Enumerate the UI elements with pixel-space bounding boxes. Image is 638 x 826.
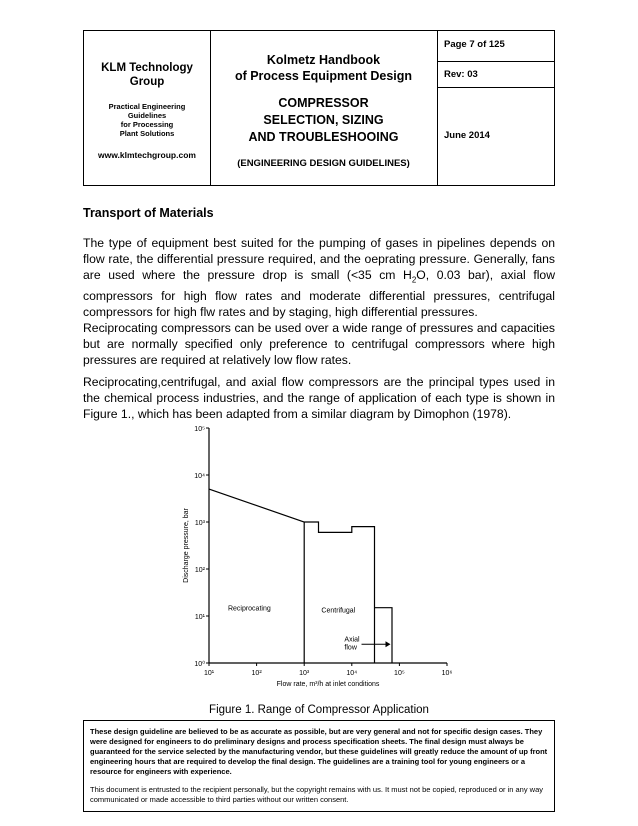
x-tick-label: 10⁴ [346,670,358,677]
page-number: Page 7 of 125 [444,39,505,50]
footer-disclaimer-box [83,720,555,812]
guideline-label: (ENGINEERING DESIGN GUIDELINES) [237,158,410,169]
y-axis-label: Discharge pressure, bar [183,508,190,583]
paragraph-2: Reciprocating compressors can be used over a wide range of pressures and capacities but are normally specified only preference to centrifugal compressors where high pressures are required at relatively low flow rates. [83,321,555,367]
y-tick-label: 10⁰ [194,661,205,668]
label-reciprocating: Reciprocating [227,605,271,613]
label-axial-line1: Axial [344,636,360,644]
paragraph-1-text-a: The type of equipment best suited for the pumping of gases in pipelines depends on flow rate, the differential pressure required, and the oeprating pressure. Generally, fans are used where the pressure drop is small (<35 cm H [83,236,555,282]
topic-line3: AND TROUBLESHOOING [248,130,399,144]
paragraph-1-subscript: 2 [411,275,417,285]
y-tick-label: 10² [194,567,205,574]
series-line-axial-flow [375,608,393,663]
org-tagline-4: Plant Solutions [119,129,175,138]
label-axial-line2: flow [344,644,357,652]
x-tick-label: 10⁶ [441,670,453,677]
org-tagline-2: Guidelines [127,111,167,120]
y-tick-label: 10⁵ [194,426,205,433]
series-line-reciprocating [209,489,304,663]
issue-date: June 2014 [444,130,490,141]
org-tagline-1: Practical Engineering [108,102,186,111]
org-name-line1: KLM Technology [101,62,193,74]
header-rule-2 [437,87,554,88]
org-url: www.klmtechgroup.com [98,150,196,160]
topic-line2: SELECTION, SIZING [263,113,384,127]
org-tagline-3: for Processing [120,120,174,129]
paragraph-1-text-b: O, 0.03 bar), axial flow compressors for high flow rates and moderate differential pressures, centrifugal compressors for high flw rates and by staging, high differential pressures. [83,268,555,320]
label-centrifugal: Centrifugal [321,607,356,615]
handbook-title-line1: Kolmetz Handbook [266,53,381,67]
axial-arrow-head [385,641,390,647]
y-tick-label: 10¹ [194,614,205,621]
figure-caption: Figure 1. Range of Compressor Application [209,704,429,716]
x-tick-label: 10² [251,670,262,677]
y-tick-label: 10⁴ [194,473,205,480]
paragraph-1 [83,235,555,320]
x-axis-label: Flow rate, m³/h at inlet conditions [276,681,380,688]
header-table [83,30,555,186]
section-title: Transport of Materials [83,206,214,220]
header-rule-1 [437,61,554,62]
series-line-centrifugal [304,522,374,663]
footer-disclaimer: These design guideline are believed to be as accurate as possible, but are very general and not for specific design cases. They were designed for engineers to do preliminary designs and process specification sheets. The final design must always be guaranteed for the service selected by the manufacturing vendor, but these guidelines will greatly reduce the amount of up front engineering hours that are required to develop the final design. The guidelines are a training tool for young engineers or a resource for engineers with experience. [90,727,548,776]
handbook-title-line2: of Process Equipment Design [234,69,413,83]
x-tick-label: 10⁵ [394,670,405,677]
compressor-range-chart [170,420,470,696]
header-divider-right [437,31,438,185]
paragraph-3: Reciprocating,centrifugal, and axial flow compressors are the principal types used in the chemical process industries, and the range of application of each type is shown in Figure 1., which has been adapted from a similar diagram by Dimophon (1978). [83,375,555,421]
footer-copyright: This document is entrusted to the recipient personally, but the copyright remains with us. It must not be copied, reproduced or in any way communicated or made accessible to third parties without our written consent. [90,785,544,804]
y-tick-label: 10³ [194,520,205,527]
title-block [210,52,437,170]
org-name-line2: Group [129,76,165,88]
x-tick-label: 10³ [299,670,310,677]
org-block [84,61,210,161]
topic-line1: COMPRESSOR [278,96,369,110]
x-tick-label: 10¹ [203,670,215,677]
revision: Rev: 03 [444,69,478,80]
